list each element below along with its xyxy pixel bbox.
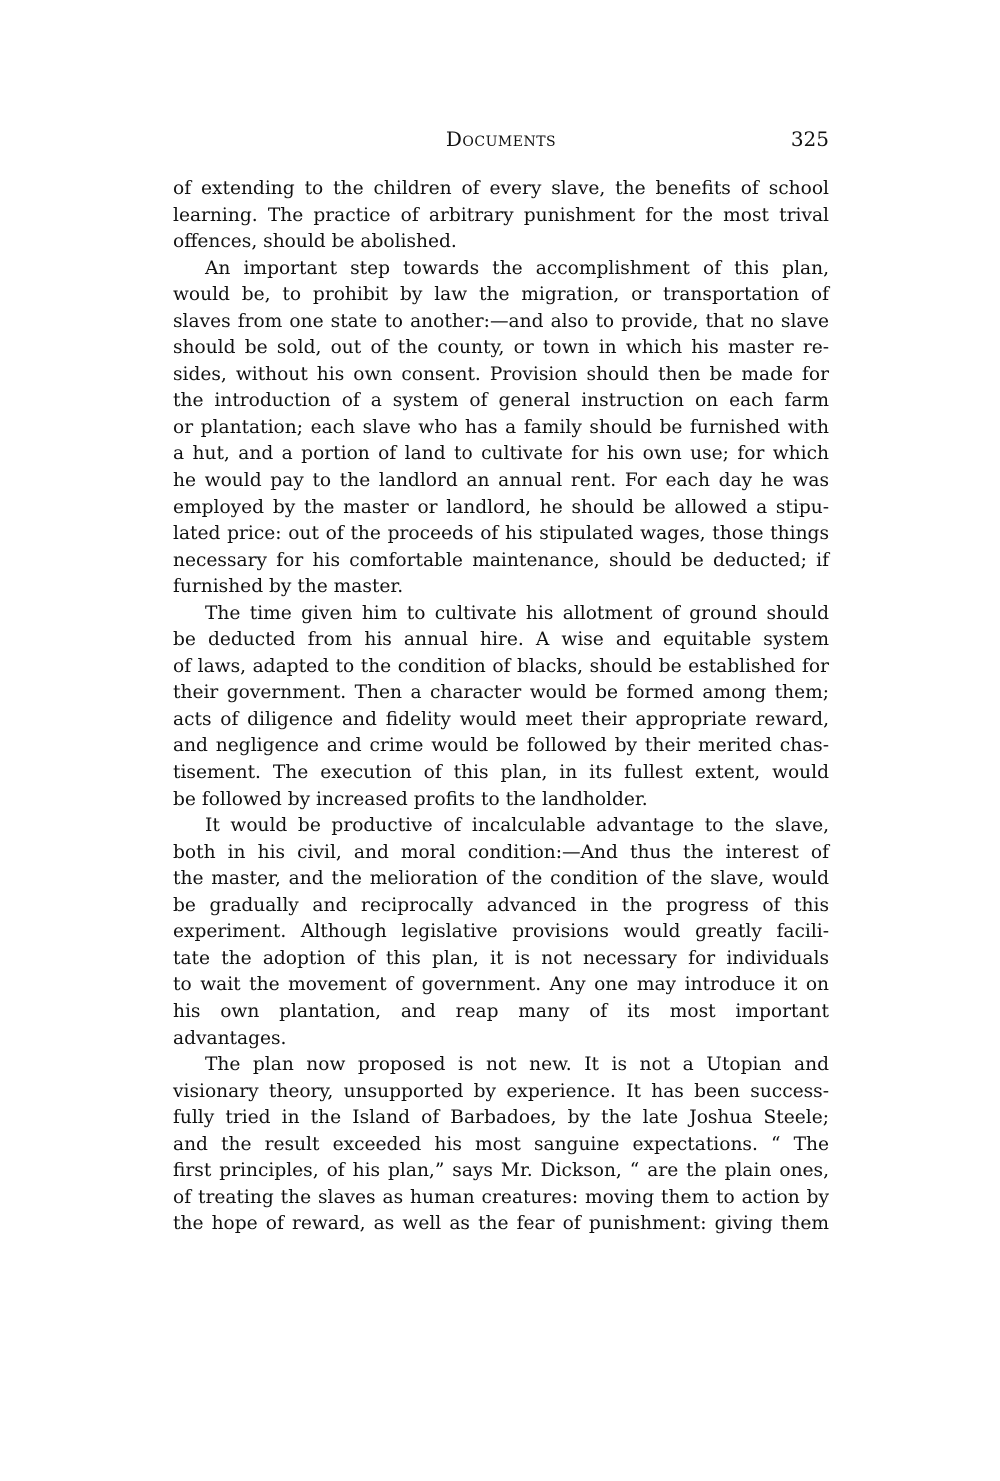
running-head — [173, 127, 829, 157]
text-line: the master, and the melioration of the condition of the slave, would — [173, 868, 829, 890]
text-line: be deducted from his annual hire. A wise and equitable system — [173, 629, 829, 651]
text-line: learning. The practice of arbitrary punishment for the most trival — [173, 204, 829, 226]
text-line: of treating the slaves as human creatures: moving them to action by — [173, 1186, 829, 1208]
paragraph — [173, 813, 829, 1052]
running-title: Documents — [445, 127, 557, 151]
body-text — [173, 176, 829, 1238]
text-line: his own plantation, and reap many of its most important — [173, 1000, 829, 1022]
text-line: The plan now proposed is not new. It is not a Utopian and — [205, 1054, 829, 1076]
text-line: An important step towards the accomplishment of this plan, — [205, 257, 829, 279]
text-line: first principles, of his plan,” says Mr. Dickson, “ are the plain ones, — [173, 1160, 829, 1182]
paragraph — [173, 601, 829, 813]
text-line: to wait the movement of government. Any one may introduce it on — [173, 974, 829, 996]
paragraph — [173, 256, 829, 601]
text-line: It would be productive of incalculable advantage to the slave, — [205, 815, 829, 837]
text-line: tate the adoption of this plan, it is not necessary for individuals — [173, 947, 829, 969]
text-line: lated price: out of the proceeds of his stipulated wages, those things — [173, 523, 829, 545]
paragraph — [173, 1052, 829, 1238]
text-line: be followed by increased profits to the landholder. — [173, 788, 648, 810]
text-line: offences, should be abolished. — [173, 231, 457, 253]
text-line: he would pay to the landlord an annual rent. For each day he was — [173, 470, 829, 492]
text-line: a hut, and a portion of land to cultivate for his own use; for which — [173, 443, 829, 465]
text-line: tisement. The execution of this plan, in its fullest extent, would — [173, 762, 829, 784]
text-line: acts of diligence and fidelity would meet their appropriate reward, — [173, 708, 829, 730]
text-line: or plantation; each slave who has a family should be furnished with — [173, 416, 829, 438]
text-line: should be sold, out of the county, or town in which his master re- — [173, 337, 829, 359]
text-line: sides, without his own consent. Provision should then be made for — [173, 363, 829, 385]
text-line: employed by the master or landlord, he should be allowed a stipu- — [173, 496, 829, 518]
text-line: visionary theory, unsupported by experience. It has been success- — [173, 1080, 829, 1102]
text-line: and the result exceeded his most sanguine expectations. “ The — [173, 1133, 829, 1155]
text-line: experiment. Although legislative provisions would greatly facili- — [173, 921, 829, 943]
text-line: the hope of reward, as well as the fear of punishment: giving them — [173, 1213, 829, 1235]
text-line: the introduction of a system of general instruction on each farm — [173, 390, 829, 412]
text-line: both in his civil, and moral condition:—And thus the interest of — [173, 841, 829, 863]
text-line: slaves from one state to another:—and also to provide, that no slave — [173, 310, 829, 332]
text-line: of extending to the children of every slave, the benefits of school — [173, 178, 829, 199]
page-number: 325 — [790, 127, 829, 151]
text-line: furnished by the master. — [173, 576, 404, 598]
paragraph — [173, 176, 829, 256]
text-line: and negligence and crime would be followed by their merited chas- — [173, 735, 829, 757]
text-line: The time given him to cultivate his allotment of ground should — [205, 602, 829, 624]
text-line: necessary for his comfortable maintenance, should be deducted; if — [173, 549, 829, 571]
text-line: advantages. — [173, 1027, 287, 1049]
text-line: be gradually and reciprocally advanced in the progress of this — [173, 894, 829, 916]
text-line: would be, to prohibit by law the migration, or transportation of — [173, 284, 829, 306]
text-line: fully tried in the Island of Barbadoes, by the late Joshua Steele; — [173, 1107, 829, 1129]
text-line: their government. Then a character would be formed among them; — [173, 682, 829, 704]
text-line: of laws, adapted to the condition of blacks, should be established for — [173, 655, 829, 677]
